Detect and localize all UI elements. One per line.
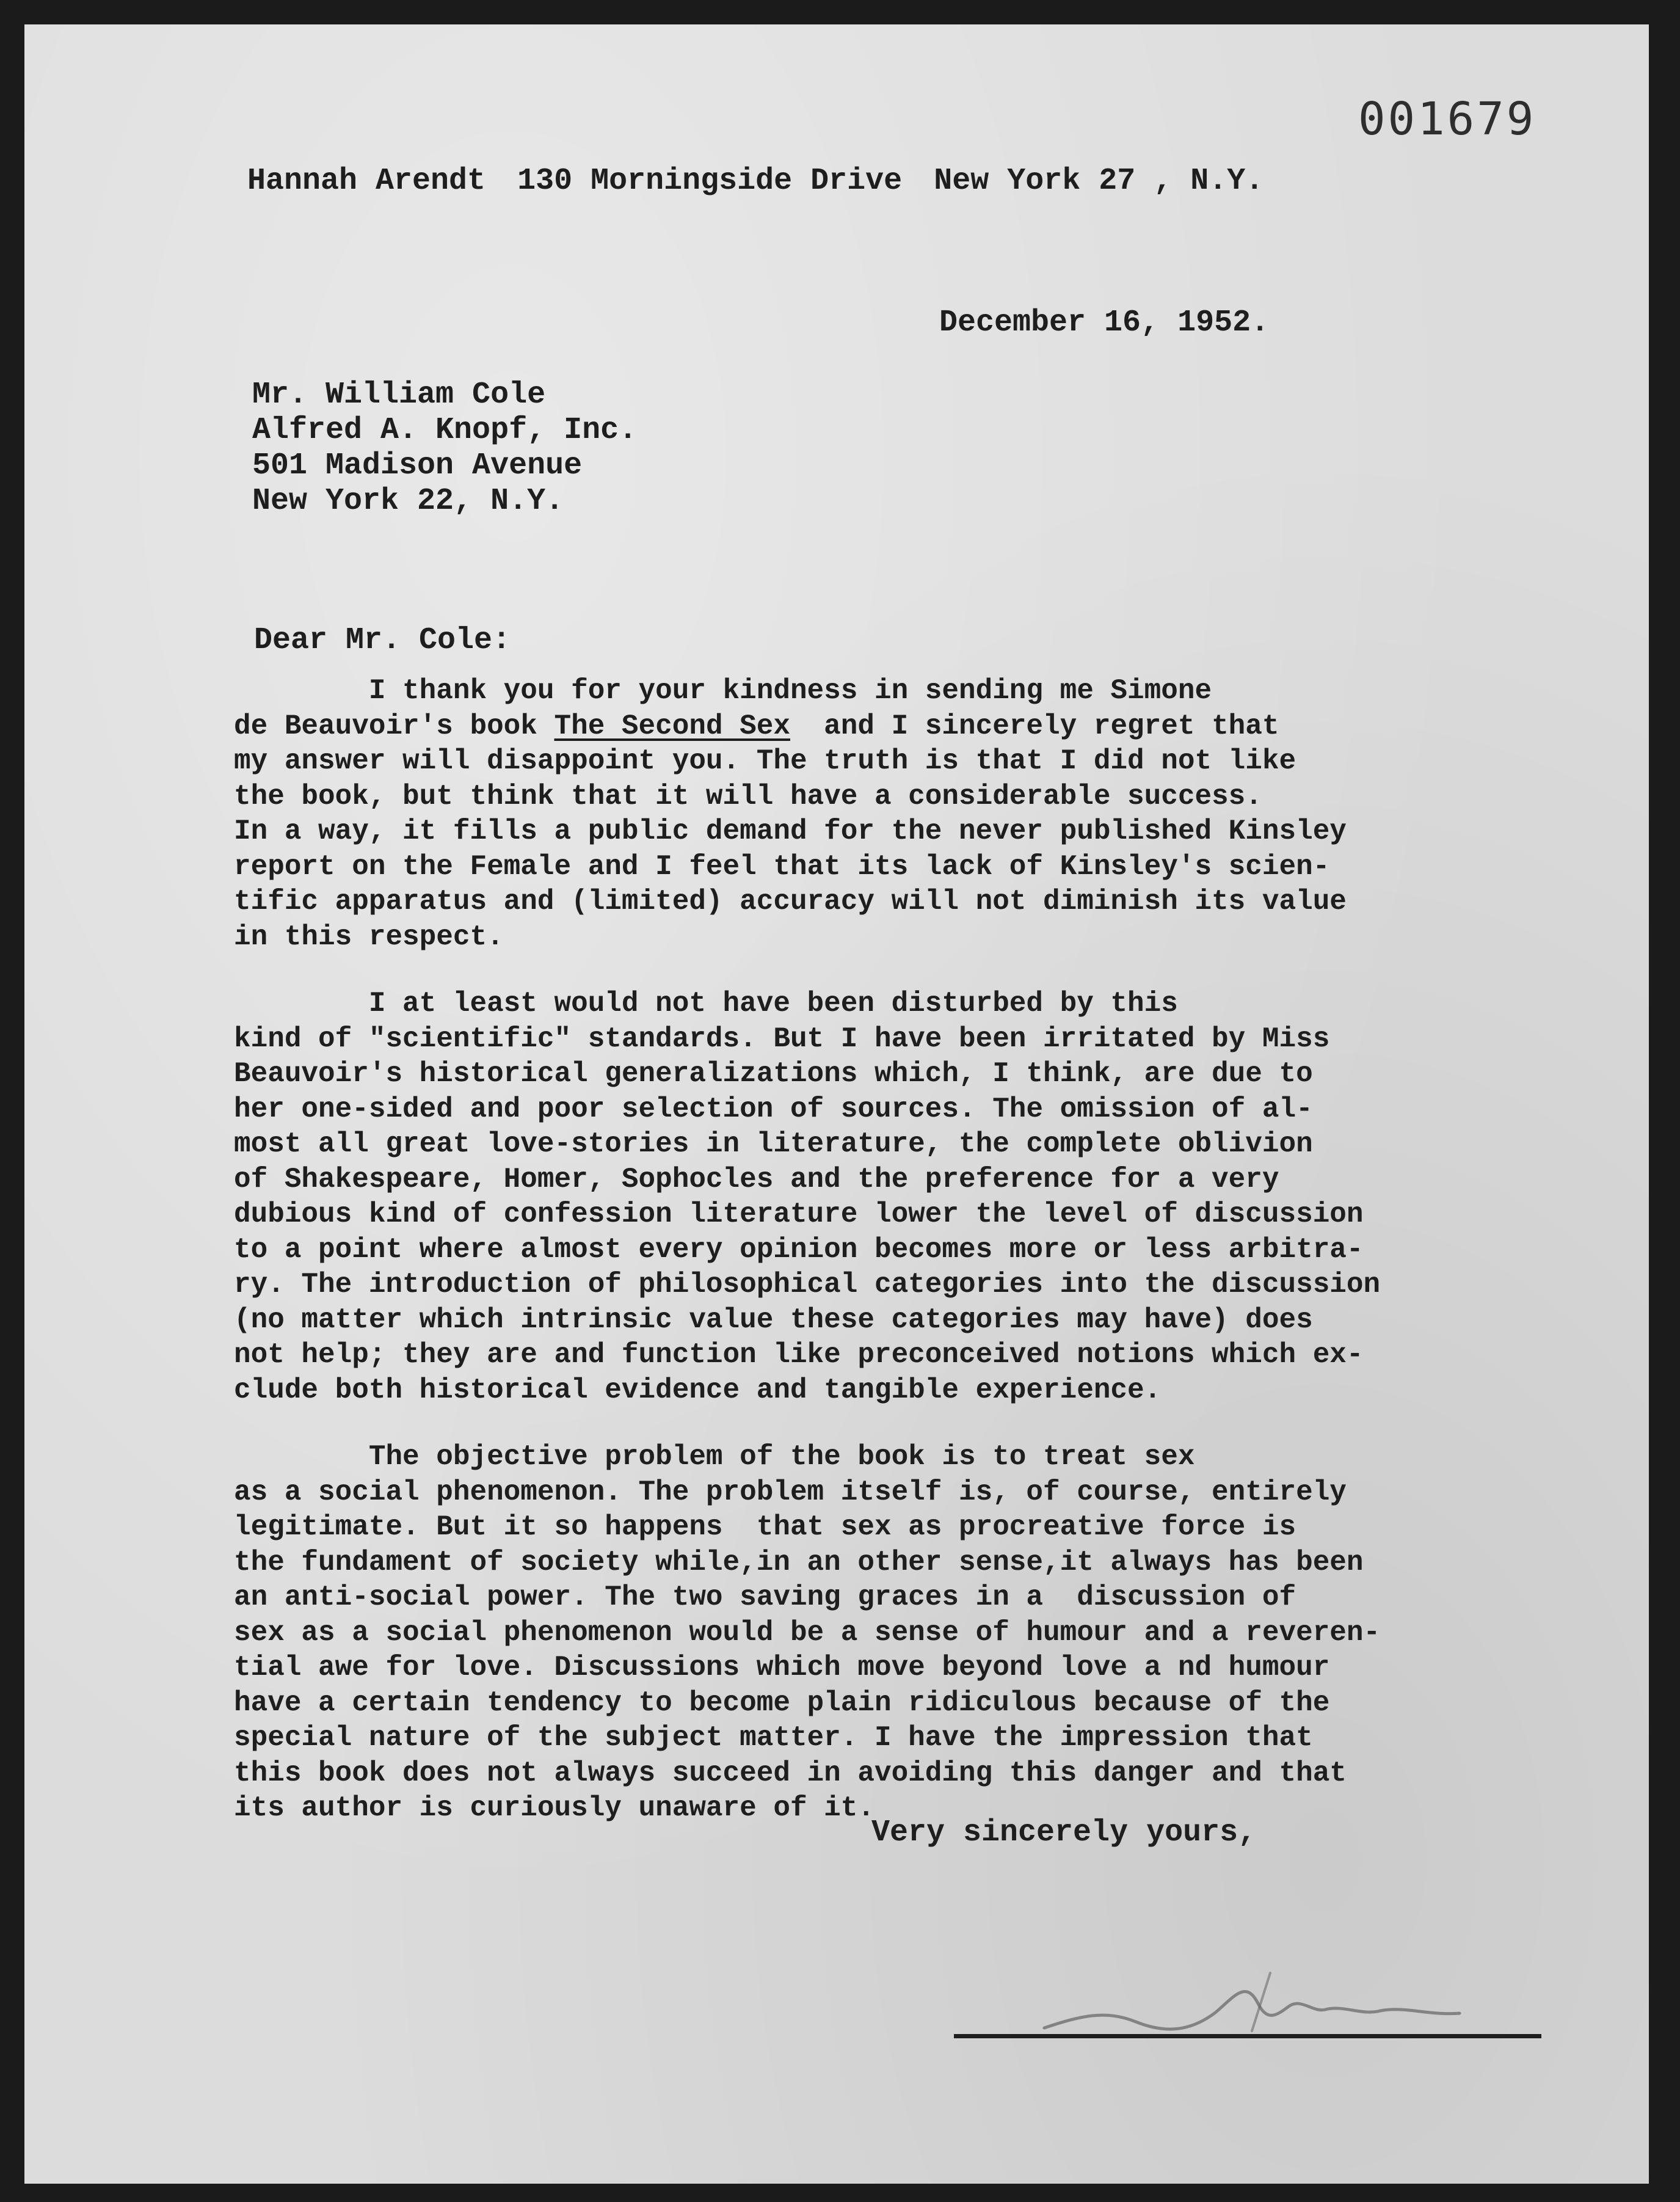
letter-page [24, 24, 1649, 2184]
text-line: clude both historical evidence and tangible experience. [234, 1374, 1162, 1406]
text-line: legitimate. But it so happens that sex as procreative force is [234, 1511, 1296, 1543]
recipient-line: Alfred A. Knopf, Inc. [252, 413, 638, 448]
signature-line [954, 2034, 1541, 2038]
text-line: this book does not always succeed in avoiding this danger and that [234, 1757, 1347, 1789]
text-line: most all great love-stories in literature, the complete oblivion [234, 1128, 1313, 1160]
text-line: Beauvoir's historical generalizations which, I think, are due to [234, 1058, 1313, 1090]
letterhead-name: Hannah Arendt [247, 164, 486, 199]
text-line: tific apparatus and (limited) accuracy will not diminish its value [234, 886, 1347, 917]
text-line: kind of "scientific" standards. But I have been irritated by Miss [234, 1023, 1330, 1055]
text-line: in this respect. [234, 921, 504, 953]
recipient-line: Mr. William Cole [252, 377, 546, 412]
letter-date: December 16, 1952. [939, 305, 1270, 340]
text-line: (no matter which intrinsic value these categories may have) does [234, 1303, 1313, 1336]
page-id-number: 001679 [1358, 93, 1536, 145]
text-segment: de Beauvoir's book [234, 710, 555, 742]
letterhead [247, 164, 1295, 199]
text-line: my answer will disappoint you. The truth is that I did not like [234, 745, 1296, 777]
closing: Very sincerely yours, [871, 1815, 1257, 1850]
book-title: The Second Sex [554, 710, 790, 742]
text-line: the fundament of society while,in an other sense,it always has been [234, 1546, 1364, 1578]
text-line: the book, but think that it will have a considerable success. [234, 780, 1262, 812]
text-line: In a way, it fills a public demand for the never published Kinsley [234, 815, 1347, 847]
text-line: special nature of the subject matter. I have the impression that [234, 1722, 1313, 1754]
salutation: Dear Mr. Cole: [254, 623, 511, 658]
paragraph-3 [234, 1440, 1632, 1826]
text-line: its author is curiously unaware of it. [234, 1792, 875, 1824]
paragraph-1 [234, 674, 1632, 955]
text-line: report on the Female and I feel that its lack of Kinsley's scien- [234, 850, 1330, 883]
text-line: The objective problem of the book is to treat sex [234, 1441, 1195, 1473]
recipient-line: 501 Madison Avenue [252, 448, 583, 483]
paragraph-2 [234, 986, 1632, 1408]
text-line: I at least would not have been disturbed by this [234, 988, 1178, 1019]
text-line: of Shakespeare, Homer, Sophocles and the preference for a very [234, 1163, 1279, 1195]
text-segment: and I sincerely regret that [790, 710, 1279, 742]
text-line: I thank you for your kindness in sending me Simone [234, 675, 1212, 707]
letter-body [234, 674, 1632, 1858]
letterhead-city: New York 27 , N.Y. [934, 164, 1264, 199]
text-line: sex as a social phenomenon would be a sense of humour and a reveren- [234, 1616, 1381, 1649]
text-line: an anti-social power. The two saving graces in a discussion of [234, 1581, 1296, 1613]
recipient-address [252, 377, 637, 519]
text-line: as a social phenomenon. The problem itself is, of course, entirely [234, 1476, 1347, 1508]
text-line: not help; they are and function like preconceived notions which ex- [234, 1339, 1364, 1371]
recipient-line: New York 22, N.Y. [252, 484, 564, 519]
text-line: tial awe for love. Discussions which move beyond love a nd humour [234, 1652, 1330, 1683]
text-line [234, 709, 1632, 745]
text-line: to a point where almost every opinion becomes more or less arbitra- [234, 1233, 1364, 1266]
text-line: ry. The introduction of philosophical categories into the discussion [234, 1269, 1381, 1300]
handwritten-signature [1032, 1955, 1557, 2040]
text-line: dubious kind of confession literature lower the level of discussion [234, 1198, 1364, 1230]
letterhead-street: 130 Morningside Drive [517, 164, 903, 199]
text-line: her one-sided and poor selection of sources. The omission of al- [234, 1093, 1313, 1125]
text-line: have a certain tendency to become plain ridiculous because of the [234, 1686, 1330, 1719]
